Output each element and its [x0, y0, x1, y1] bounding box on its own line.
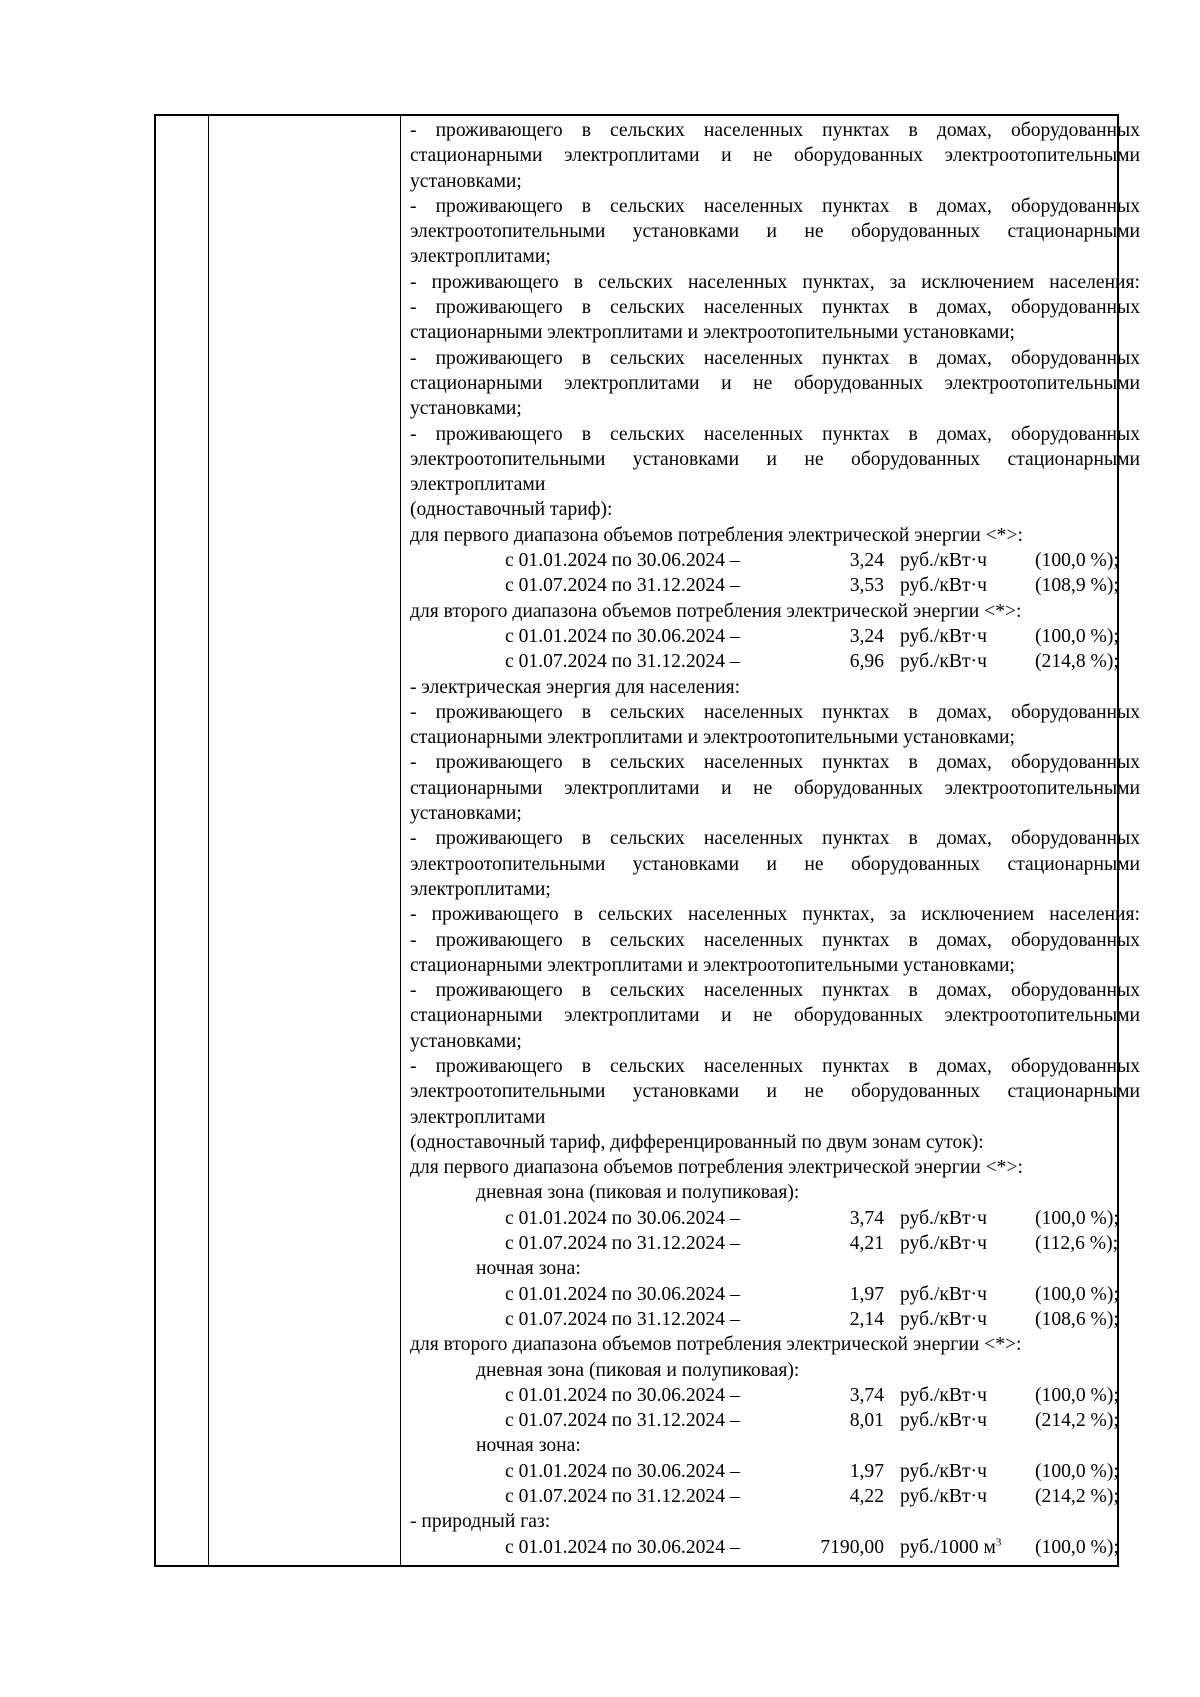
tariff-unit: руб./кВт·ч — [900, 1384, 987, 1406]
tariff-period: с 01.07.2024 по 31.12.2024 – — [505, 1308, 740, 1330]
text-line: - проживающего в сельских населенных пунктах в домах, оборудованных — [410, 347, 1140, 369]
tariff-percent: (214,8 %); — [1035, 651, 1119, 673]
tariff-value: 4,21 — [849, 1233, 884, 1255]
text-line: для второго диапазона объемов потребления электрической энергии <*>: — [410, 1334, 1022, 1356]
text-line: электроплитами — [410, 1106, 546, 1128]
text-line: установками; — [410, 398, 522, 420]
tariff-unit: руб./кВт·ч — [900, 1460, 987, 1482]
tariff-unit: руб./кВт·ч — [900, 550, 987, 572]
tariff-value: 3,74 — [849, 1207, 884, 1229]
tariff-description-cell — [410, 118, 1140, 1560]
tariff-period: с 01.07.2024 по 31.12.2024 – — [505, 1486, 740, 1508]
text-line: - проживающего в сельских населенных пунктах в домах, оборудованных — [410, 195, 1140, 217]
text-line: - проживающего в сельских населенных пунктах в домах, оборудованных — [410, 980, 1140, 1002]
text-line: стационарными электроплитами и не оборудованных электроотопительными — [410, 372, 1140, 394]
text-line: стационарными электроплитами и не оборудованных электроотопительными — [410, 777, 1140, 799]
tariff-value: 4,22 — [849, 1486, 884, 1508]
tariff-percent: (100,0 %); — [1035, 625, 1119, 647]
time-zone-heading: дневная зона (пиковая и полупиковая): — [476, 1182, 800, 1204]
text-line: электроплитами — [410, 474, 546, 496]
text-line: для второго диапазона объемов потребления электрической энергии <*>: — [410, 600, 1022, 622]
tariff-percent: (100,0 %); — [1035, 1460, 1119, 1482]
text-line: электроплитами; — [410, 878, 551, 900]
tariff-rate-row — [410, 573, 1140, 598]
text-line: (одноставочный тариф, дифференцированный по двум зонам суток): — [410, 1131, 984, 1153]
tariff-rate-row — [410, 1383, 1140, 1408]
tariff-value: 2,14 — [849, 1308, 884, 1330]
tariff-value: 3,24 — [849, 550, 884, 572]
tariff-rate-row — [410, 1484, 1140, 1509]
time-zone-heading: ночная зона: — [476, 1258, 581, 1280]
unit-superscript: 3 — [995, 1536, 1002, 1549]
text-line: для первого диапазона объемов потребления электрической энергии <*>: — [410, 524, 1023, 546]
tariff-rate-row — [410, 1206, 1140, 1231]
tariff-value: 8,01 — [849, 1410, 884, 1432]
text-line: электроплитами; — [410, 246, 551, 268]
tariff-value: 1,97 — [849, 1460, 884, 1482]
text-line: - проживающего в сельских населенных пунктах в домах, оборудованных — [410, 752, 1140, 774]
text-line: - природный газ: — [410, 1511, 551, 1533]
tariff-percent: (100,0 %); — [1035, 1283, 1119, 1305]
time-zone-heading: дневная зона (пиковая и полупиковая): — [476, 1359, 800, 1381]
tariff-period: с 01.07.2024 по 31.12.2024 – — [505, 1410, 740, 1432]
tariff-percent: (112,6 %); — [1035, 1233, 1119, 1255]
tariff-period: с 01.01.2024 по 30.06.2024 – — [505, 1283, 740, 1305]
tariff-period: с 01.07.2024 по 31.12.2024 – — [505, 575, 740, 597]
text-line: стационарными электроплитами и электроотопительными установками; — [410, 954, 1015, 976]
tariff-unit: руб./кВт·ч — [900, 651, 987, 673]
tariff-unit: руб./кВт·ч — [900, 1207, 987, 1229]
text-line: стационарными электроплитами и не оборудованных электроотопительными — [410, 145, 1140, 167]
tariff-rate-row — [410, 1307, 1140, 1332]
tariff-rate-row — [410, 649, 1140, 674]
tariff-unit: руб./кВт·ч — [900, 1233, 987, 1255]
text-line: - проживающего в сельских населенных пунктах в домах, оборудованных — [410, 828, 1140, 850]
text-line: - проживающего в сельских населенных пунктах в домах, оборудованных — [410, 929, 1140, 951]
column-divider-1 — [208, 116, 209, 1565]
tariff-rate-row — [410, 624, 1140, 649]
tariff-percent: (108,9 %); — [1035, 575, 1119, 597]
text-line: (одноставочный тариф): — [410, 499, 613, 521]
text-line: стационарными электроплитами и электроотопительными установками; — [410, 322, 1015, 344]
text-line: - проживающего в сельских населенных пунктах в домах, оборудованных — [410, 423, 1140, 445]
text-line: - проживающего в сельских населенных пунктах в домах, оборудованных — [410, 1055, 1140, 1077]
text-line: для первого диапазона объемов потребления электрической энергии <*>: — [410, 1157, 1023, 1179]
text-line: электроотопительными установками и не оборудованных стационарными — [410, 448, 1140, 470]
text-line: - проживающего в сельских населенных пунктах, за исключением населения: — [410, 271, 1140, 293]
tariff-percent: (108,6 %); — [1035, 1308, 1119, 1330]
tariff-unit: руб./кВт·ч — [900, 1283, 987, 1305]
tariff-value: 1,97 — [849, 1283, 884, 1305]
tariff-rate-row — [410, 1535, 1140, 1560]
tariff-rate-row — [410, 1459, 1140, 1484]
time-zone-heading: ночная зона: — [476, 1435, 581, 1457]
tariff-period: с 01.01.2024 по 30.06.2024 – — [505, 550, 740, 572]
text-line: - проживающего в сельских населенных пунктах в домах, оборудованных — [410, 701, 1140, 723]
tariff-rate-row — [410, 1282, 1140, 1307]
tariff-period: с 01.01.2024 по 30.06.2024 – — [505, 1536, 740, 1558]
tariff-value: 3,24 — [849, 625, 884, 647]
tariff-percent: (100,0 %); — [1035, 1536, 1119, 1558]
tariff-value: 7190,00 — [820, 1536, 884, 1558]
tariff-period: с 01.01.2024 по 30.06.2024 – — [505, 1460, 740, 1482]
text-line: электроотопительными установками и не оборудованных стационарными — [410, 1081, 1140, 1103]
tariff-period: с 01.01.2024 по 30.06.2024 – — [505, 625, 740, 647]
tariff-value: 6,96 — [849, 651, 884, 673]
tariff-unit: руб./1000 $м^3$ — [900, 1536, 1002, 1558]
tariff-period: с 01.07.2024 по 31.12.2024 – — [505, 1233, 740, 1255]
text-line: - проживающего в сельских населенных пунктах в домах, оборудованных — [410, 297, 1140, 319]
text-line: - электрическая энергия для населения: — [410, 676, 741, 698]
tariff-percent: (100,0 %); — [1035, 1384, 1119, 1406]
text-line: электроотопительными установками и не оборудованных стационарными — [410, 853, 1140, 875]
tariff-period: с 01.01.2024 по 30.06.2024 – — [505, 1207, 740, 1229]
tariff-unit: руб./кВт·ч — [900, 1410, 987, 1432]
tariff-percent: (214,2 %); — [1035, 1486, 1119, 1508]
tariff-unit: руб./кВт·ч — [900, 625, 987, 647]
tariff-rate-row — [410, 548, 1140, 573]
text-line: - проживающего в сельских населенных пунктах в домах, оборудованных — [410, 120, 1140, 141]
text-line: установками; — [410, 803, 522, 825]
tariff-percent: (214,2 %); — [1035, 1410, 1119, 1432]
tariff-value: 3,53 — [849, 575, 884, 597]
tariff-period: с 01.07.2024 по 31.12.2024 – — [505, 651, 740, 673]
tariff-unit: руб./кВт·ч — [900, 575, 987, 597]
tariff-unit: руб./кВт·ч — [900, 1308, 987, 1330]
column-divider-2 — [400, 116, 401, 1565]
tariff-rate-row — [410, 1231, 1140, 1256]
text-line: - проживающего в сельских населенных пунктах, за исключением населения: — [410, 904, 1140, 926]
text-line: стационарными электроплитами и не оборудованных электроотопительными — [410, 1005, 1140, 1027]
text-line: стационарными электроплитами и электроотопительными установками; — [410, 727, 1015, 749]
tariff-percent: (100,0 %); — [1035, 550, 1119, 572]
text-line: установками; — [410, 1030, 522, 1052]
tariff-percent: (100,0 %); — [1035, 1207, 1119, 1229]
text-line: установками; — [410, 170, 522, 192]
tariff-period: с 01.01.2024 по 30.06.2024 – — [505, 1384, 740, 1406]
text-line: электроотопительными установками и не оборудованных стационарными — [410, 221, 1140, 243]
tariff-rate-row — [410, 1408, 1140, 1433]
tariff-value: 3,74 — [849, 1384, 884, 1406]
tariff-unit: руб./кВт·ч — [900, 1486, 987, 1508]
